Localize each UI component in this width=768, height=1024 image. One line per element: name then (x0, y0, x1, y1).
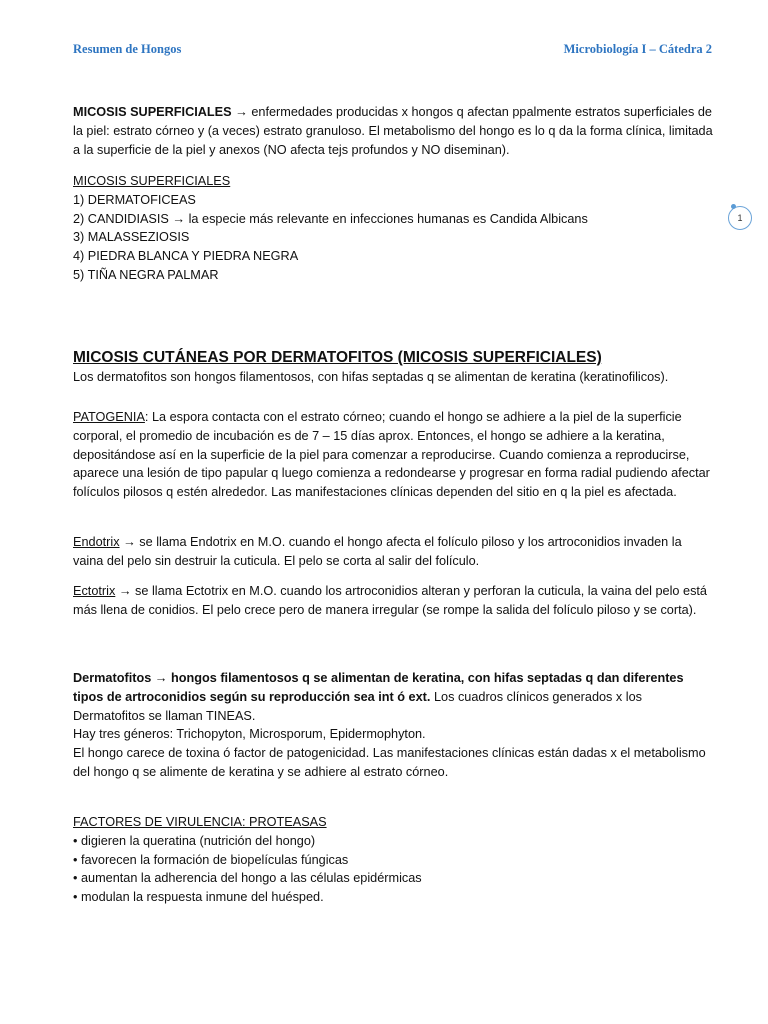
intro-title: MICOSIS SUPERFICIALES (73, 105, 232, 119)
toxin-paragraph: El hongo carece de toxina ó factor de patogenicidad. Las manifestaciones clínicas están dadas x el metabolismo del hongo q se alimente de keratina y se adhiere al estrato córneo. (73, 746, 706, 779)
factors-title: FACTORES DE VIRULENCIA: PROTEASAS (73, 815, 327, 829)
list-item: 5) TIÑA NEGRA PALMAR (73, 267, 219, 282)
header-course: Microbiología I – Cátedra 2 (563, 42, 712, 56)
ectotrix-text: → se llama Ectotrix en M.O. cuando los artroconidios alteran y perforan la cuticula, la vaina del pelo está más llena de conidios. El pelo crece pero de manera irregular (se rompe la salida del folículo piloso y se corta). (73, 584, 707, 617)
dermatophytes-section (73, 348, 713, 387)
page-number: 1 (737, 213, 743, 223)
section-heading: MICOSIS CUTÁNEAS POR DERMATOFITOS (MICOSIS SUPERFICIALES) (73, 349, 602, 366)
page-header (73, 42, 712, 60)
page-number-badge (728, 206, 752, 230)
ectotrix-paragraph (73, 582, 713, 620)
dermatophytes-summary (73, 669, 713, 782)
summary-text: Los cuadros clínicos generados x los Dermatofitos se llaman TINEAS. (73, 689, 643, 723)
list-item: • aumentan la adherencia del hongo a las células epidérmicas (73, 871, 422, 886)
intro-paragraph (73, 103, 713, 159)
intro-text: enfermedades producidas x hongos q afectan ppalmente estratos superficiales de la piel: estrato córneo y (a veces) estrato granuloso. El metabolismo del hongo es lo q da la forma clínica, limitada a la superficie de la piel y anexos (NO afecta tejs profundos y NO diseminan). (73, 105, 713, 157)
virulence-factors-list (73, 813, 713, 907)
list-item: 3) MALASSEZIOSIS (73, 230, 190, 245)
badge-dot-icon (731, 204, 736, 209)
list-item: • modulan la respuesta inmune del huésped. (73, 890, 324, 905)
header-title: Resumen de Hongos (73, 42, 182, 56)
list-item: • favorecen la formación de biopelículas fúngicas (73, 852, 349, 867)
patogenia-label: PATOGENIA (73, 410, 145, 424)
endotrix-label: Endotrix (73, 535, 120, 549)
ectotrix-label: Ectotrix (73, 584, 116, 598)
list-item: 2) CANDIDIASIS → la especie más relevante en infecciones humanas es Candida Albicans (73, 211, 588, 226)
patogenia-paragraph (73, 408, 713, 502)
list-item: • digieren la queratina (nutrición del hongo) (73, 833, 316, 848)
genera-line: Hay tres géneros: Trichopyton, Microsporum, Epidermophyton. (73, 727, 426, 742)
summary-bold: Dermatofitos → hongos filamentosos q se alimentan de keratina, con hifas septadas q dan diferentes tipos de artroconidios según su reproducción sea int ó ext. (73, 671, 684, 704)
arrow-icon: → (235, 105, 248, 119)
list-item: 4) PIEDRA BLANCA Y PIEDRA NEGRA (73, 249, 299, 264)
superficial-mycoses-list (73, 172, 713, 285)
patogenia-text: : La espora contacta con el estrato córneo; cuando el hongo se adhiere a la piel de la superficie corporal, el promedio de incubación es de 7 – 15 días aprox. Entonces, el hongo se adhiere a la keratina, depositándose así en la superficie de la piel para comenzar a reproducirse. Cuando comienza a reproducirse, aparece una lesión de tipo papular q luego comienza a redondearse y progresar en forma radial pudiendo afectar folículos pilosos q estén alrededor. Las manifestaciones clínicas dependen del sitio en q la piel es afectada. (73, 410, 710, 500)
list-item: 1) DERMATOFICEAS (73, 192, 196, 207)
endotrix-paragraph (73, 533, 713, 571)
list-title: MICOSIS SUPERFICIALES (73, 174, 231, 188)
endotrix-text: → se llama Endotrix en M.O. cuando el hongo afecta el folículo piloso y los artroconidios invaden la vaina del pelo sin destruir la cuticula. El pelo se corta al salir del folículo. (73, 535, 682, 568)
section-intro: Los dermatofitos son hongos filamentosos, con hifas septadas q se alimentan de keratina (keratinofilicos). (73, 370, 669, 384)
